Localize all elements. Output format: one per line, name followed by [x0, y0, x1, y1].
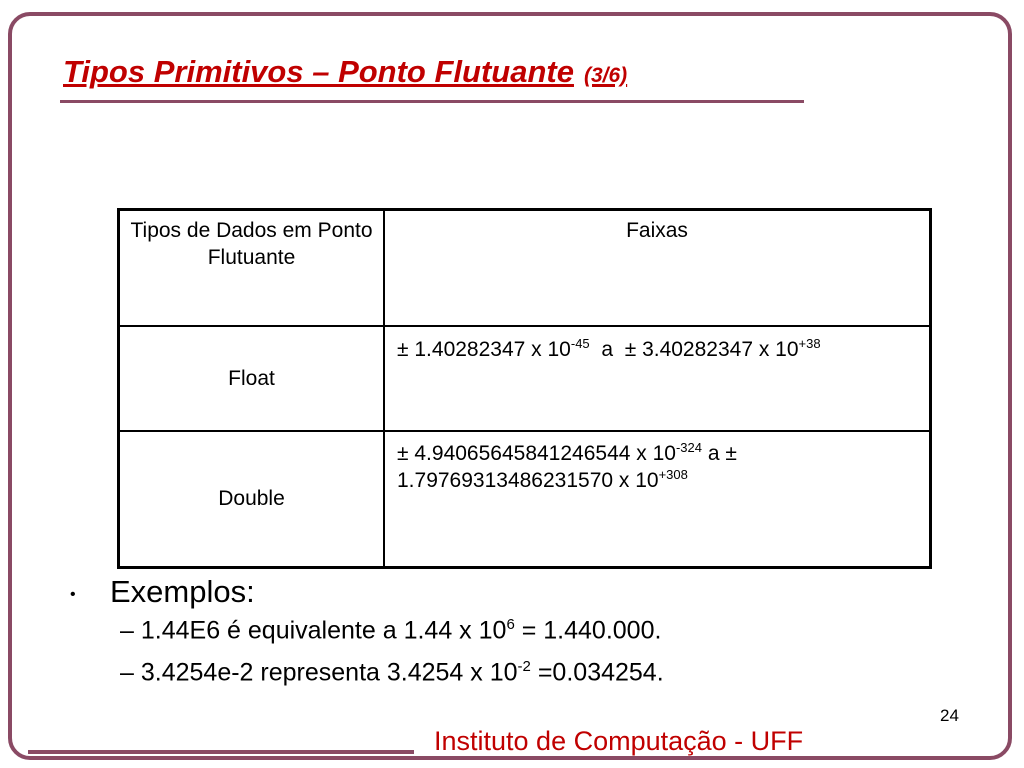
examples-heading: Exemplos: — [110, 574, 255, 609]
float-types-table — [117, 208, 932, 569]
footer-divider — [28, 750, 414, 754]
slide-title-text: Tipos Primitivos – Ponto Flutuante — [63, 54, 574, 89]
header-range-cell: Faixas — [384, 210, 931, 327]
bullet-marker: • — [70, 586, 76, 603]
title-divider — [60, 100, 804, 103]
examples-sublist — [120, 616, 664, 688]
type-cell-double: Double — [119, 431, 385, 568]
range-text-float: ± 1.40282347 x $10^{-45}$ a ± 3.40282347 x $10^{+38}$ — [397, 336, 821, 361]
slide-title-part: (3/6) — [583, 64, 628, 87]
example-item-2: – 3.4254e-2 representa 3.4254 x $10^{-2} =0.034254$. — [120, 658, 664, 687]
range-cell-float — [384, 326, 931, 431]
example-item-1: – 1.44E6 é equivalente a 1.44 x $10^6 = 1.440.000$. — [120, 616, 662, 645]
table-header-row — [119, 210, 931, 327]
range-text-double: ± 4.94065645841246544 x $10^{-324}$ a ± 1.79769313486231570 x $10^{+308}$ — [397, 440, 737, 493]
slide-title — [63, 54, 627, 90]
examples-list — [70, 574, 664, 701]
range-cell-double — [384, 431, 931, 568]
footer-institution: Instituto de Computação - UFF — [434, 726, 804, 756]
examples-bullet — [70, 574, 664, 610]
page-number: 24 — [940, 706, 959, 725]
type-cell-float: Float — [119, 326, 385, 431]
table-row-float — [119, 326, 931, 431]
header-type-cell: Tipos de Dados em Ponto Flutuante — [119, 210, 385, 327]
table-row-double — [119, 431, 931, 568]
